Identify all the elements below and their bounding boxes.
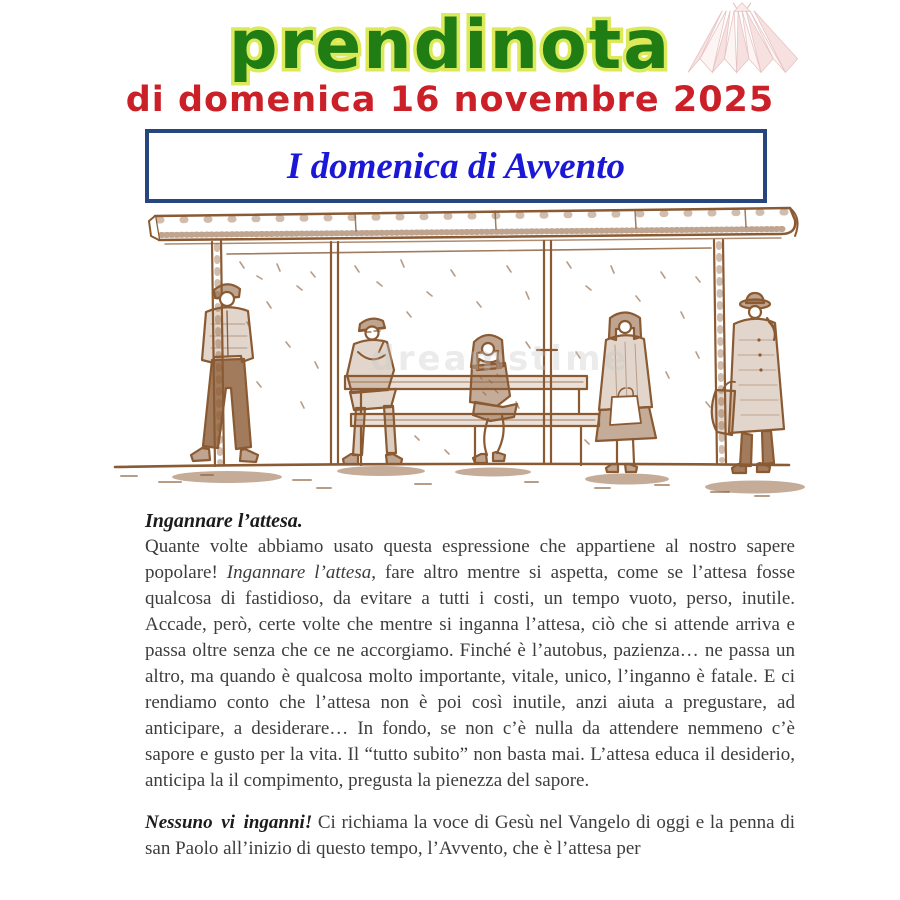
paragraph-1-lead: Quante volte abbiamo usato questa espressione che appartiene al nostro sapere popolare! xyxy=(145,536,795,583)
article-paragraph-2 xyxy=(145,810,795,862)
paragraph-2-body: Ci richiama la voce di Gesù nel Vangelo di oggi e la penna di san Paolo all’inizio di questo tempo, l’Avvento, che è l’attesa per xyxy=(145,812,795,859)
standing-woman-figure xyxy=(596,313,656,473)
advent-banner xyxy=(145,129,767,203)
advent-banner-label: I domenica di Avvento xyxy=(286,145,626,187)
article-paragraph-1 xyxy=(145,534,795,794)
paragraph-gap xyxy=(145,794,795,810)
paper-fan-icon xyxy=(683,2,801,82)
newsletter-title xyxy=(140,2,760,90)
article-heading-1: Ingannare l’attesa. xyxy=(145,510,303,532)
dateline: di domenica 16 novembre 2025 xyxy=(125,80,775,120)
newsletter-title-text: prendinota xyxy=(228,6,672,85)
article-heading-2: Nessuno vi inganni! xyxy=(145,812,313,833)
paragraph-1-body: , fare altro mentre si aspetta, come se l’attesa fosse qualcosa di fastidioso, da evitare a tutti i costi, un tempo vuoto, perso, inutile. Accade, però, certe volte che mentre si inganna l’attesa, ciò che si attende arriva e passa oltre senza che ce ne accorgiamo. Finché è l’autobus, pazienza… ne passa un altro, ma quando è qualcosa molto importante, vitale, unico, l’inganno è fatale. E ci rendiamo conto che l’attesa non è poi così inutile, anzi aiuta a pregustare, ad anticipare, a desiderare… In fondo, se non c’è nulla da attendere nemmeno c’è sapore e gusto per la vita. Il “tutto subito” non basta mai. L’attesa educa il desiderio, anticipa la il compimento, pregusta la pienezza del sapore. xyxy=(145,562,795,791)
article xyxy=(145,508,795,862)
bus-stop-illustration xyxy=(55,200,845,510)
ground xyxy=(115,464,805,496)
shelter-roof xyxy=(149,208,798,244)
watermark-text: dreamstime xyxy=(370,339,630,379)
paragraph-1-emphasis: Ingannare l’attesa xyxy=(226,562,372,583)
